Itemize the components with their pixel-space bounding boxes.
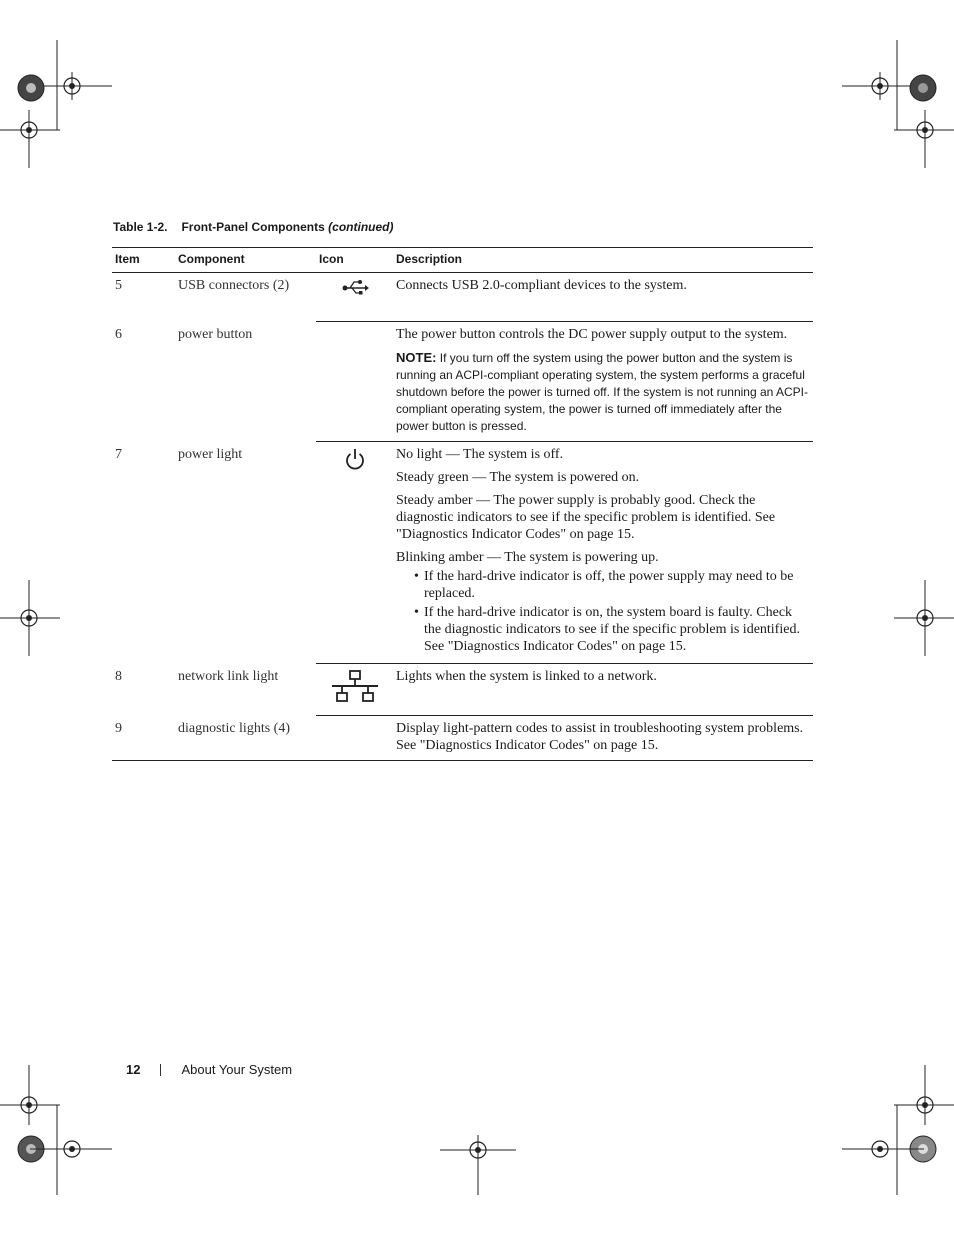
table-row [112,273,813,322]
note [396,349,810,435]
description-text: Display light-pattern codes to assist in troubleshooting system problems. See "Diagnostics Indicator Codes" on page 15. [396,721,804,753]
description-cell [393,442,813,664]
list-item: • If the hard-drive indicator is off, the power supply may need to be replaced. [424,568,810,602]
description-cell [393,664,813,716]
usb-icon-cell [316,273,393,322]
empty-icon-cell [316,716,393,761]
component-name: power button [178,326,253,342]
empty-icon-cell [316,322,393,442]
table-header-row [112,248,813,273]
description-text: Blinking amber — The system is powering up. [396,550,659,565]
table-row [112,716,813,761]
item-number: 8 [115,668,122,684]
component-name: USB connectors (2) [178,278,290,293]
component-name: power light [178,446,243,462]
description-text: The power button controls the DC power supply output to the system. [396,327,788,342]
component-name: diagnostic lights (4) [175,716,316,761]
component-name: network link light [178,668,279,684]
section-title: About Your System [181,1062,293,1077]
description-text: Connects USB 2.0-compliant devices to the system. [396,278,687,293]
table-title: Front-Panel Components [181,220,325,234]
header-description: Description [393,248,813,273]
table-row [112,322,813,442]
header-icon: Icon [316,248,393,273]
registration-mark-top-left [0,40,120,170]
table-label: Table 1-2. [113,220,168,234]
network-icon-cell [316,664,393,716]
item-number: 5 [115,278,122,293]
registration-mark-bottom-left [0,1065,120,1195]
note-label: NOTE: [396,350,437,365]
description-cell [393,322,813,442]
power-icon-cell [316,442,393,664]
page-number: 12 [126,1062,141,1077]
item-number: 9 [112,716,175,761]
registration-mark-mid-right [894,580,954,656]
front-panel-components-table [112,247,813,761]
bullet-list [396,568,810,655]
header-component: Component [175,248,316,273]
usb-icon [341,286,369,301]
description-text: No light — The system is off. [396,447,564,462]
registration-mark-bottom-right [834,1065,954,1195]
registration-mark-top-right [834,40,954,170]
footer-divider [160,1064,161,1076]
table-row [112,664,813,716]
power-icon [344,461,366,476]
table-row [112,442,813,664]
description-text: Lights when the system is linked to a network. [396,669,657,684]
description-cell [393,716,813,761]
description-text: Steady amber — The power supply is probably good. Check the diagnostic indicators to see if the specific problem is identified. See "Diagnostics Indicator Codes" on page 15. [396,493,776,542]
table-caption [113,220,393,234]
description-text: Steady green — The system is powered on. [396,470,640,485]
registration-mark-mid-left [0,580,60,656]
item-number: 7 [115,446,122,462]
network-icon [331,693,379,708]
item-number: 6 [115,326,122,342]
table-continued: (continued) [328,220,394,234]
note-text: If you turn off the system using the power button and the system is running an ACPI-compliant operating system, the system performs a graceful shutdown before the power is turned off. If the system is not running an ACPI-compliant operating system, the power is turned off immediately after the power button is pressed. [396,351,809,433]
header-item: Item [112,248,175,273]
list-item: • If the hard-drive indicator is on, the system board is faulty. Check the diagnostic indicators to see if the specific problem is identified. See "Diagnostics Indicator Codes" on page 15. [424,604,810,655]
page-footer [126,1062,292,1077]
registration-mark-bottom-center [440,1135,516,1195]
description-cell [393,273,813,322]
